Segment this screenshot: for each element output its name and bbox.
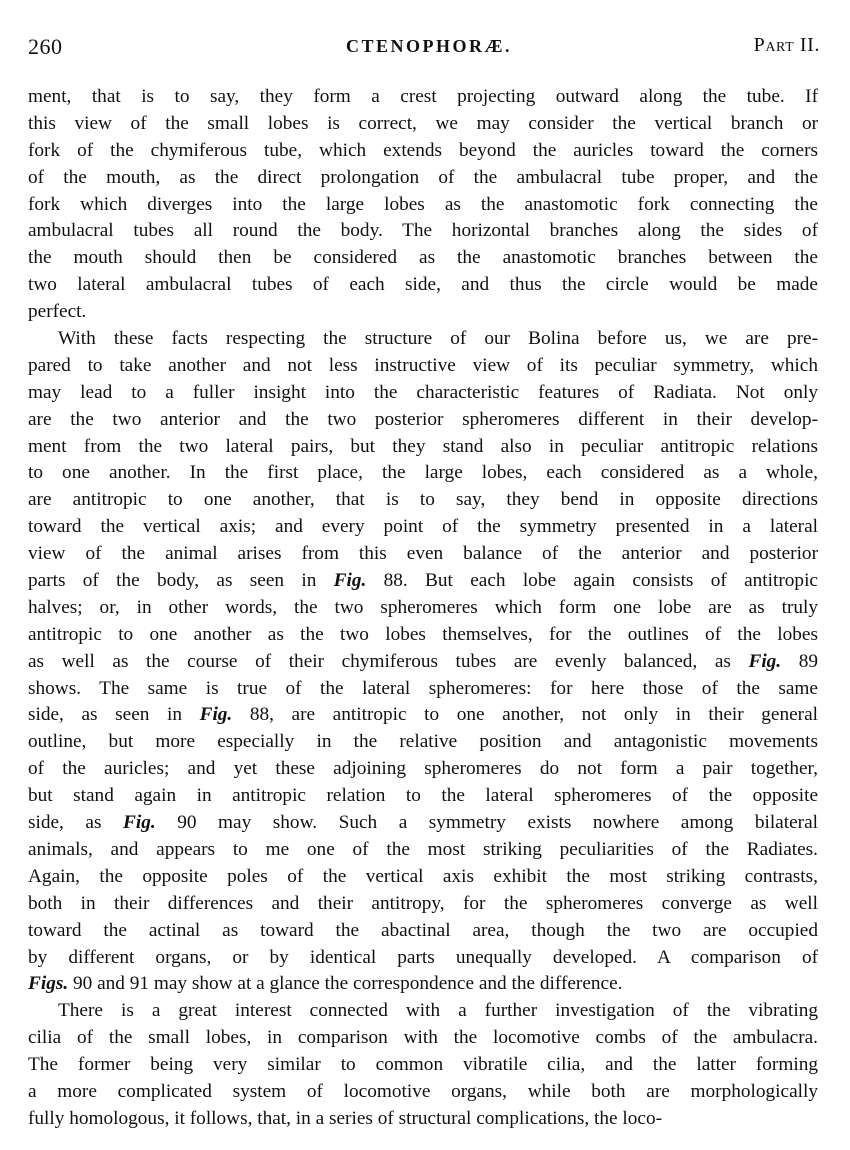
text-line: ment, that is to say, they form a crest projecting outward along the tube. If <box>28 86 818 107</box>
text-line: toward the actinal as toward the abactinal area, though the two are occupied <box>28 919 818 941</box>
paragraph <box>28 998 818 1132</box>
text-line: fork which diverges into the large lobes as the anastomotic fork connecting the <box>28 193 818 215</box>
paragraph <box>28 84 818 326</box>
text-line: as well as the course of their chymiferous tubes are evenly balanced, as Fig. 89 <box>28 650 818 672</box>
text-line: side, as Fig. 90 may show. Such a symmetry exists nowhere among bilateral <box>28 812 818 834</box>
figure-reference: Figs. <box>28 973 69 995</box>
body-text <box>28 84 818 1133</box>
text-line: perfect. <box>28 301 87 323</box>
text-line: side, as seen in Fig. 88, are antitropic to one another, not only in their general <box>28 704 818 726</box>
text-line: are antitropic to one another, that is to say, they bend in opposite directions <box>28 489 818 511</box>
text-line: pared to take another and not less instructive view of its peculiar symmetry, which <box>28 354 818 376</box>
page-number: 260 <box>28 34 63 59</box>
text-line: a more complicated system of locomotive organs, while both are morphologically <box>28 1080 818 1102</box>
text-line: outline, but more especially in the relative position and antagonistic movements <box>28 731 818 753</box>
figure-reference: Fig. <box>748 650 782 672</box>
paragraph <box>28 326 818 998</box>
text-line: view of the animal arises from this even balance of the anterior and posterior <box>28 543 818 565</box>
text-line: are the two anterior and the two posterior spheromeres different in their develop- <box>28 408 818 430</box>
text-line: of the auricles; and yet these adjoining spheromeres do not form a pair together, <box>28 758 818 780</box>
text-line: Figs. 90 and 91 may show at a glance the correspondence and the difference. <box>28 973 623 995</box>
text-line: The former being very similar to common vibratile cilia, and the latter forming <box>28 1054 818 1076</box>
text-line: may lead to a fuller insight into the characteristic features of Radiata. Not only <box>28 381 818 403</box>
text-line: by different organs, or by identical parts unequally developed. A comparison of <box>28 946 818 968</box>
figure-reference: Fig. <box>123 812 156 834</box>
text-line: fork of the chymiferous tube, which extends beyond the auricles toward the corners <box>28 139 818 161</box>
text-line: to one another. In the first place, the large lobes, each considered as a whole, <box>28 462 818 484</box>
text-line: parts of the body, as seen in Fig. 88. But each lobe again consists of antitropic <box>28 570 818 592</box>
running-title: CTENOPHORÆ. <box>345 36 512 56</box>
text-line: the mouth should then be considered as the anastomotic branches between the <box>28 247 818 269</box>
text-line: Again, the opposite poles of the vertical axis exhibit the most striking contrasts, <box>28 865 818 887</box>
page-header <box>28 34 820 68</box>
text-line: antitropic to one another as the two lobes themselves, for the outlines of the lobes <box>28 623 818 645</box>
text-line: With these facts respecting the structure of our Bolina before us, we are pre- <box>58 328 818 350</box>
text-line: of the mouth, as the direct prolongation of the ambulacral tube proper, and the <box>28 166 818 188</box>
text-line: halves; or, in other words, the two spheromeres which form one lobe are as truly <box>28 596 818 618</box>
text-line: but stand again in antitropic relation to the lateral spheromeres of the opposite <box>28 785 818 807</box>
text-line: toward the vertical axis; and every point of the symmetry presented in a lateral <box>28 516 818 538</box>
text-line: There is a great interest connected with a further investigation of the vibrating <box>58 1000 818 1022</box>
text-line: two lateral ambulacral tubes of each side, and thus the circle would be made <box>28 274 818 296</box>
figure-reference: Fig. <box>333 570 367 592</box>
text-line: cilia of the small lobes, in comparison with the locomotive combs of the ambulacra. <box>28 1027 818 1049</box>
part-label: Part II. <box>753 34 820 56</box>
text-line: both in their differences and their antitropy, for the spheromeres converge as well <box>28 892 818 914</box>
text-line: fully homologous, it follows, that, in a series of structural complications, the loco- <box>28 1107 663 1129</box>
text-line: ambulacral tubes all round the body. The horizontal branches along the sides of <box>28 220 818 242</box>
text-line: ment from the two lateral pairs, but they stand also in peculiar antitropic relations <box>28 435 818 457</box>
text-line: animals, and appears to me one of the most striking peculiarities of the Radiates. <box>28 838 818 860</box>
text-line: this view of the small lobes is correct, we may consider the vertical branch or <box>28 112 818 134</box>
figure-reference: Fig. <box>199 704 233 726</box>
text-line: shows. The same is true of the lateral spheromeres: for here those of the same <box>28 677 818 699</box>
